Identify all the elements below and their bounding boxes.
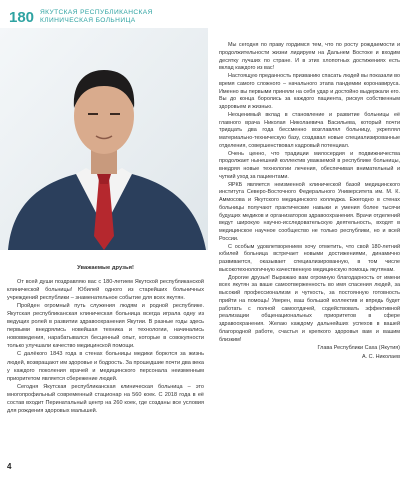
hospital-name-line2: КЛИНИЧЕСКАЯ БОЛЬНИЦА bbox=[40, 17, 136, 24]
right-paragraph: ЯРКБ является неизменной клинической базой медицинского института Северо-Восточного Федерального Университета им. М. К. Аммосова и Якутского медицинского колледжа. Ежегодно в стенах больницы получают практические навыки и умения более тысячи будущих медиков и организаторов здравоохранения. Врачи отделений ведут широкую научно-исследовательскую деятельность, входят в медицинское научное сообщество не только республики, но и всей России. bbox=[219, 181, 400, 242]
right-paragraph: С особым удовлетворением хочу отметить, что свой 180-летний юбилей больница встречает новыми достижениями, динамично развивается, оказывает специализированную, в том числе высокотехнологичную качественную медицинскую помощь якутянам. bbox=[219, 243, 400, 273]
left-paragraph: Сегодня Якутская республиканская клиническая больница – это многопрофильный современный стационар на 560 коек. С 2018 года в её состав входит Перинатальный центр на 260 коек, где созданы все условия для рождения здоровых малышей. bbox=[7, 383, 204, 414]
left-paragraph: С далёкого 1843 года в стенах больницы медики борются за жизнь людей, возвращают им здоровье и бодрость. За прошедшие почти два века у каждого поколения врачей и медицинского персонала неизменным приоритетом является сбережение людей. bbox=[7, 351, 204, 382]
hospital-logo-icon bbox=[9, 8, 38, 26]
right-paragraph: Мы сегодня по праву гордимся тем, что по росту рождаемости и продолжительности жизни лидируем на Дальнем Востоке и входим десятку лучших по стране. И в этих хлопотных достижениях есть вклад каждого из вас! bbox=[219, 42, 400, 72]
greeting-heading: Уважаемые друзья! bbox=[77, 265, 134, 271]
left-paragraph: От всей души поздравляю вас с 180-летием Якутской республиканской клинической больницы! Юбилей одного из старейших больничных учреждений республики – знаменательное событие для всех якутян. bbox=[7, 279, 204, 302]
page-number: 4 bbox=[7, 462, 12, 471]
left-paragraph: Пройден огромный путь служения людям и родной республике. Якутская республиканская клиническая больница всегда играла одну из ведущих ролей в развитии здравоохранения Якутии. В разные годы здесь первыми внедрялись новейшая техника и технологии, начинались нововведения, нарабатывался бесценный опыт, которые в совокупности только улучшали качество медицинской помощи. bbox=[7, 303, 204, 350]
portrait-photo-icon bbox=[0, 28, 208, 250]
right-paragraph: Очень ценно, что традиции милосердия и подвижничества продолжает нынешний коллектив уважаемой в республике больницы, внедряя новые технологии лечения, обеспечивая внимательный и чуткий уход за пациентами. bbox=[219, 150, 400, 180]
right-paragraph: Настоящую преданность призванию спасать людей вы показали во время самого сложного – начального этапа пандемии коронавируса. Именно вы первыми приняли на себя удар и достойно выдержали его. Вы до конца боролись за каждого пациента, рискуя собственным здоровьем и жизнью. bbox=[219, 73, 400, 110]
portrait-photo bbox=[0, 28, 208, 250]
signature-title: Глава Республики Саха (Якутия) bbox=[317, 345, 400, 352]
hospital-name bbox=[40, 9, 153, 25]
right-paragraph: Дорогие друзья! Выражаю вам огромную благодарность от имени всех якутян за ваше самоотверженность во имя спасения людей, за высокий профессионализм и чуткость, за постоянную готовность прийти на помощь! Уверен, ваш большой коллектив и впредь будет работать с полной самоотдачей, содействовать эффективной реализации общенациональных приоритетов в сфере здравоохранения. Желаю каждому дальнейших успехов в вашей благородной работе, счастья и крепкого здоровья вам и вашим близким! bbox=[219, 274, 400, 343]
right-paragraph: Неоценимый вклад в становление и развитие больницы её главного врача Николая Николаевича Васильева, который почти тридцать два года бессменно возглавлял больницу, укреплял материально-техническую базу, создавал новые специализированные отделения, совершенствовал кадровый потенциал. bbox=[219, 111, 400, 149]
right-column-text bbox=[219, 42, 400, 362]
svg-text:180: 180 bbox=[9, 9, 35, 26]
hospital-name-line1: ЯКУТСКАЯ РЕСПУБЛИКАНСКАЯ bbox=[40, 9, 153, 16]
signature-name: А. С. Николаев bbox=[361, 354, 400, 360]
left-column-text bbox=[7, 264, 204, 415]
